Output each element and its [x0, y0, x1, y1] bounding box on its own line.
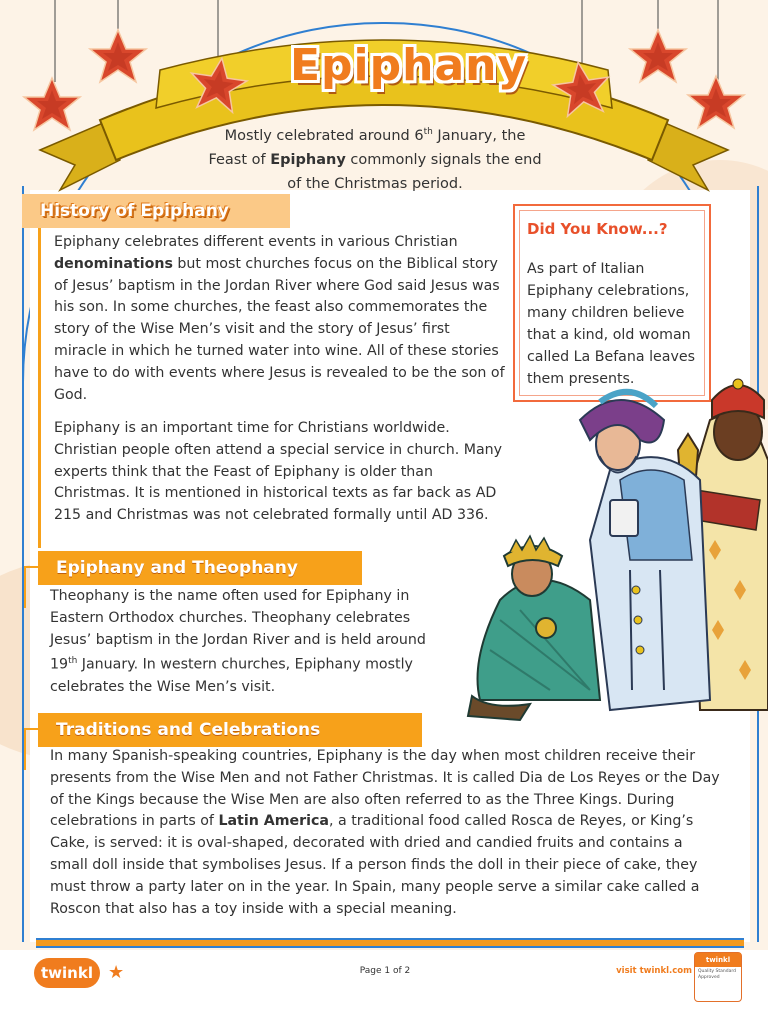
frame-bottom-bar — [36, 938, 744, 948]
hanging-star-ornament — [24, 78, 80, 130]
did-you-know-title: Did You Know...? — [527, 220, 668, 238]
wise-man-left — [468, 536, 600, 720]
theophany-paragraph: Theophany is the name often used for Epiphany in Eastern Orthodox churches. Theophany celebrates Jesus’ baptism in the Jordan River and is held around 19th January. In western churches, Epiphany mostly celebrates the Wise Men’s visit. — [50, 588, 426, 695]
hanging-star-ornament — [688, 76, 744, 128]
did-you-know-text: As part of Italian Epiphany celebrations, many children believe that a kind, old woman called La Befana leaves them presents. — [527, 261, 695, 387]
traditions-paragraph: In many Spanish-speaking countries, Epiphany is the day when most children receive their presents from the Wise Men and not Father Christmas. It is called Dia de Los Reyes or the Day of the Kings because the Wise Men are also often referred to as the Three Kings. During celebrations in parts of Latin America, a traditional food called Rosca de Reyes, or King’s Cake, is served: it is oval-shaped, decorated with dried and candied fruits and contains a small doll inside that symbolises Jesus. If a person finds the doll in their piece of cake, they must throw a party later on in the year. In Spain, many people serve a similar cake called a Roscon that also has a toy inside with a special meaning. — [50, 748, 720, 917]
page-title: Epiphany — [290, 40, 528, 91]
star-icon: ★ — [108, 962, 125, 983]
section-heading-traditions: Traditions and Celebrations — [38, 713, 422, 747]
section-heading-history: History of Epiphany — [22, 194, 290, 228]
intro-text: Mostly celebrated around 6th January, the Feast of Epiphany commonly signals the end of the Christmas period. — [208, 127, 542, 192]
history-paragraph-2: Epiphany is an important time for Christians worldwide. Christian people often attend a special service in church. Many experts think that the Feast of Epiphany is older than Christmas. It is mentioned in historical texts as far back as AD 215 and Christmas was not celebrated formally until AD 336. — [54, 420, 503, 524]
page-number: Page 1 of 2 — [359, 966, 411, 976]
hanging-star-ornament — [90, 30, 146, 82]
three-wise-men-illustration — [460, 360, 768, 730]
history-paragraph-1: Epiphany celebrates different events in various Christian denominations but most churches focus on the Biblical story of Jesus’ baptism in the Jordan River where God said Jesus was his son. In some churches, the feast also commemorates the story of the Wise Men’s visit and the story of Jesus’ first miracle in which he turned water into wine. All of these stories have to do with events where Jesus is revealed to be the son of God. — [54, 234, 505, 403]
visit-link[interactable]: visit twinkl.com — [616, 966, 692, 976]
hanging-star-ornament — [630, 30, 686, 82]
twinkl-logo: twinkl — [34, 958, 100, 988]
quality-badge — [694, 952, 742, 1002]
section-heading-theophany: Epiphany and Theophany — [38, 551, 362, 585]
section-bracket — [38, 228, 45, 548]
badge-text: Quality Standard Approved — [698, 969, 736, 980]
badge-logo: twinkl — [695, 953, 741, 967]
